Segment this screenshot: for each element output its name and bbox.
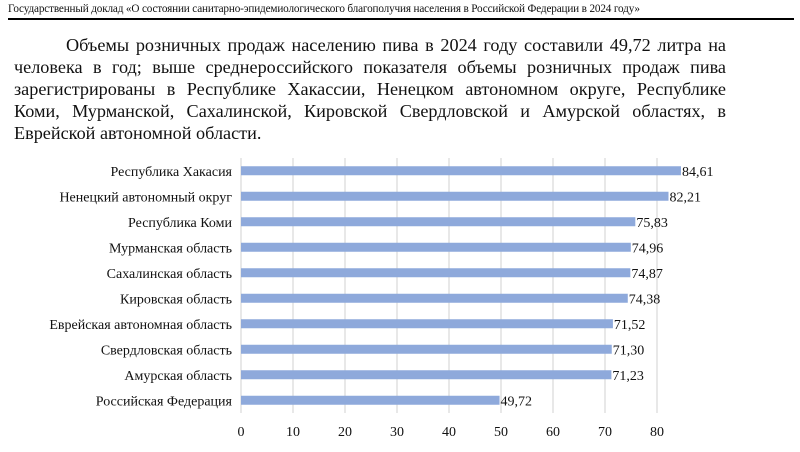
x-tick-label: 10	[286, 425, 300, 440]
bar	[241, 396, 500, 405]
data-label: 84,61	[681, 164, 714, 180]
report-header: Государственный доклад «О состоянии санитарно-эпидемиологического благополучия населения в Российской Федерации в 2024 году»	[8, 3, 794, 20]
category-label: Амурская область	[124, 368, 232, 384]
bar	[241, 370, 611, 379]
x-tick-label: 60	[546, 425, 560, 440]
category-label: Еврейская автономная область	[49, 317, 232, 333]
data-label: 71,52	[613, 317, 646, 333]
bar	[241, 345, 612, 354]
category-label: Сахалинская область	[106, 266, 232, 282]
bar	[241, 166, 681, 175]
bar	[241, 268, 630, 277]
data-label: 74,38	[628, 292, 661, 308]
x-tick-label: 50	[494, 425, 508, 440]
data-label: 75,83	[636, 215, 668, 231]
category-label: Республика Коми	[128, 215, 232, 231]
data-label: 82,21	[669, 190, 701, 206]
data-label: 49,72	[500, 394, 533, 410]
category-label: Российская Федерация	[95, 394, 232, 410]
category-label: Республика Хакасия	[110, 164, 232, 180]
data-label: 74,87	[631, 266, 663, 282]
bar	[241, 319, 613, 328]
category-label: Мурманская область	[108, 241, 232, 257]
category-label: Ненецкий автономный округ	[59, 190, 232, 206]
x-tick-label: 20	[338, 425, 352, 440]
x-tick-label: 40	[442, 425, 456, 440]
bar	[241, 243, 631, 252]
bar	[241, 192, 668, 201]
category-label: Кировская область	[119, 292, 232, 308]
bar	[241, 294, 628, 303]
data-label: 74,96	[631, 241, 664, 257]
x-tick-label: 0	[237, 425, 245, 440]
category-label: Свердловская область	[100, 343, 232, 359]
x-tick-label: 30	[390, 425, 404, 440]
body-paragraph: Объемы розничных продаж населению пива в 2024 году составили 49,72 литра на человека в год; выше среднероссийского показателя объемы розничных продаж пива зарегистрированы в Республике Хакассии, Ненецком автономном округе, Республике Коми, Мурманской, Сахалинской, Кировской Свердловской и Амурской областях, в Еврейской автономной области.	[14, 35, 726, 143]
data-label: 71,23	[612, 368, 644, 384]
data-label: 71,30	[612, 343, 645, 359]
bar	[241, 217, 635, 226]
x-tick-label: 80	[650, 425, 664, 440]
x-tick-label: 70	[598, 425, 612, 440]
